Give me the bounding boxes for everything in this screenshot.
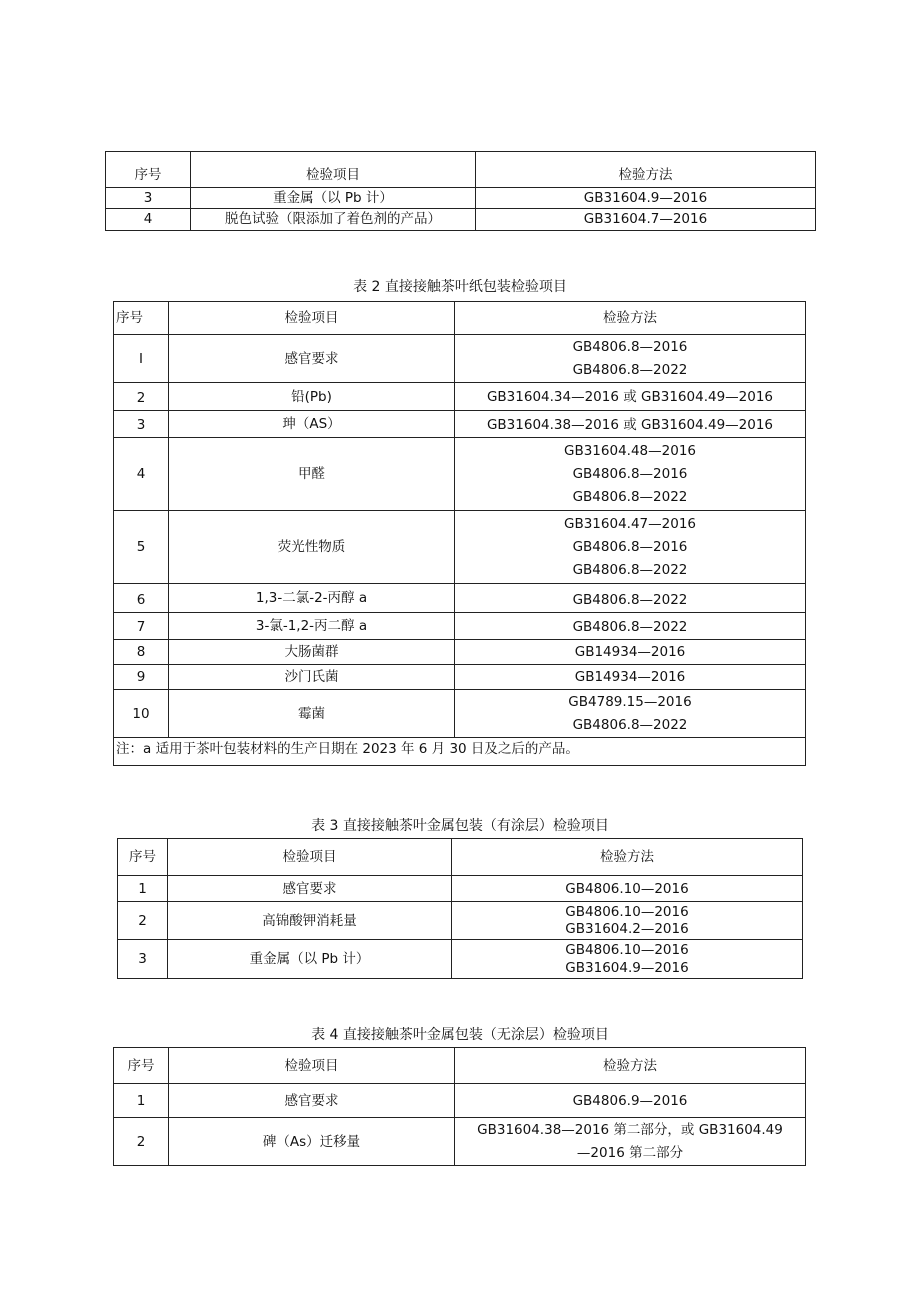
row-method: GB14934—2016 bbox=[455, 665, 806, 690]
method-line: GB4806.8—2022 bbox=[572, 488, 688, 505]
row-method: GB4806.10—2016 bbox=[452, 876, 803, 902]
table-row bbox=[118, 940, 803, 979]
row-item: 重金属（以 Pb 计） bbox=[168, 940, 452, 979]
header-no: 序号 bbox=[114, 1048, 169, 1084]
row-no: 8 bbox=[114, 640, 169, 665]
header-no: 序号 bbox=[106, 152, 191, 188]
method-line: GB4789.15—2016 bbox=[568, 693, 692, 710]
table-row bbox=[114, 511, 806, 584]
method-line: GB31604.47—2016 bbox=[564, 515, 696, 532]
table-row bbox=[118, 902, 803, 940]
row-no: 3 bbox=[106, 188, 191, 209]
method-line: GB4806.10—2016 bbox=[565, 903, 689, 920]
row-no: 3 bbox=[118, 940, 168, 979]
row-method: GB4806.8—2022 bbox=[455, 613, 806, 640]
row-no: I bbox=[114, 335, 169, 383]
row-no: 10 bbox=[114, 690, 169, 738]
row-method bbox=[455, 335, 806, 383]
header-method: 检验方法 bbox=[455, 1048, 806, 1084]
row-item: 感官要求 bbox=[169, 1084, 455, 1118]
table-row bbox=[114, 665, 806, 690]
row-no: 4 bbox=[114, 438, 169, 511]
row-item: 1,3-二氯-2-丙醇 a bbox=[169, 584, 455, 613]
table-row bbox=[114, 438, 806, 511]
table-note-row bbox=[114, 738, 806, 766]
table-4-caption: 表 4 直接接触茶叶金属包装（无涂层）检验项目 bbox=[311, 1027, 609, 1043]
method-line: GB4806.10—2016 bbox=[565, 942, 689, 958]
row-item: 大肠菌群 bbox=[169, 640, 455, 665]
row-item: 脱色试验（限添加了着色剂的产品） bbox=[191, 209, 476, 231]
table-row bbox=[114, 1118, 806, 1166]
method-line: GB31604.48—2016 bbox=[564, 442, 696, 459]
row-item: 3-氯-1,2-丙二醇 a bbox=[169, 613, 455, 640]
row-no: 5 bbox=[114, 511, 169, 584]
table-2-caption: 表 2 直接接触茶叶纸包装检验项目 bbox=[353, 279, 567, 295]
method-line: GB31604.2—2016 bbox=[565, 920, 689, 937]
header-item: 检验项目 bbox=[169, 302, 455, 335]
row-item: 碑（As）迁移量 bbox=[169, 1118, 455, 1166]
row-method: GB14934—2016 bbox=[455, 640, 806, 665]
table-row bbox=[114, 690, 806, 738]
method-line: GB4806.8—2016 bbox=[572, 465, 688, 482]
table-row bbox=[106, 209, 816, 231]
row-no: 1 bbox=[114, 1084, 169, 1118]
header-method: 检验方法 bbox=[452, 839, 803, 876]
method-line: GB4806.8—2016 bbox=[572, 338, 688, 355]
row-method bbox=[455, 511, 806, 584]
method-line: GB31604.9—2016 bbox=[565, 960, 689, 976]
table-row bbox=[114, 411, 806, 438]
row-no: 6 bbox=[114, 584, 169, 613]
table-row bbox=[106, 188, 816, 209]
table-1 bbox=[105, 151, 816, 231]
table-row bbox=[114, 383, 806, 411]
table-2 bbox=[113, 301, 806, 766]
method-line: GB4806.8—2022 bbox=[572, 716, 688, 733]
row-no: 4 bbox=[106, 209, 191, 231]
row-no: 3 bbox=[114, 411, 169, 438]
row-method: GB4806.8—2022 bbox=[455, 584, 806, 613]
row-no: 7 bbox=[114, 613, 169, 640]
row-method: GB31604.38—2016 或 GB31604.49—2016 bbox=[455, 411, 806, 438]
row-item: 沙门氏菌 bbox=[169, 665, 455, 690]
header-item: 检验项目 bbox=[169, 1048, 455, 1084]
row-item: 珅（AS） bbox=[169, 411, 455, 438]
table-row bbox=[118, 876, 803, 902]
table-note: 注：a 适用于茶叶包装材料的生产日期在 2023 年 6 月 30 日及之后的产品。 bbox=[114, 738, 806, 766]
row-method: GB31604.34—2016 或 GB31604.49—2016 bbox=[455, 383, 806, 411]
table-row bbox=[114, 584, 806, 613]
table-header-row bbox=[118, 839, 803, 876]
row-item: 高锦酸钾消耗量 bbox=[168, 902, 452, 940]
row-method bbox=[455, 438, 806, 511]
row-item: 霉菌 bbox=[169, 690, 455, 738]
row-item: 感官要求 bbox=[169, 335, 455, 383]
row-item: 铅(Pb) bbox=[169, 383, 455, 411]
row-method: GB31604.9—2016 bbox=[476, 188, 816, 209]
method-line: GB4806.8—2016 bbox=[572, 538, 688, 555]
header-method: 检验方法 bbox=[455, 302, 806, 335]
row-method: GB4806.9—2016 bbox=[455, 1084, 806, 1118]
method-line: GB4806.8—2022 bbox=[572, 361, 688, 378]
method-line: —2016 第二部分 bbox=[576, 1144, 684, 1161]
row-item: 荧光性物质 bbox=[169, 511, 455, 584]
header-no: 序号 bbox=[114, 302, 169, 335]
table-header-row bbox=[114, 1048, 806, 1084]
row-method bbox=[455, 690, 806, 738]
header-method: 检验方法 bbox=[476, 152, 816, 188]
row-no: 1 bbox=[118, 876, 168, 902]
row-method: GB31604.7—2016 bbox=[476, 209, 816, 231]
table-header-row bbox=[106, 152, 816, 188]
row-no: 2 bbox=[114, 1118, 169, 1166]
row-method bbox=[452, 940, 803, 979]
header-item: 检验项目 bbox=[168, 839, 452, 876]
row-item: 感官要求 bbox=[168, 876, 452, 902]
method-line: GB4806.8—2022 bbox=[572, 561, 688, 578]
table-row bbox=[114, 1084, 806, 1118]
table-header-row bbox=[114, 302, 806, 335]
header-no: 序号 bbox=[118, 839, 168, 876]
table-row bbox=[114, 640, 806, 665]
row-item: 甲醛 bbox=[169, 438, 455, 511]
row-no: 2 bbox=[114, 383, 169, 411]
table-3 bbox=[117, 838, 803, 979]
header-item: 检验项目 bbox=[191, 152, 476, 188]
row-method bbox=[452, 902, 803, 940]
method-line: GB31604.38—2016 第二部分，或 GB31604.49 bbox=[477, 1121, 783, 1138]
table-row bbox=[114, 335, 806, 383]
row-no: 2 bbox=[118, 902, 168, 940]
table-row bbox=[114, 613, 806, 640]
table-3-caption: 表 3 直接接触茶叶金属包装（有涂层）检验项目 bbox=[311, 818, 609, 834]
row-method bbox=[455, 1118, 806, 1166]
table-4 bbox=[113, 1047, 806, 1166]
row-item: 重金属（以 Pb 计） bbox=[191, 188, 476, 209]
row-no: 9 bbox=[114, 665, 169, 690]
